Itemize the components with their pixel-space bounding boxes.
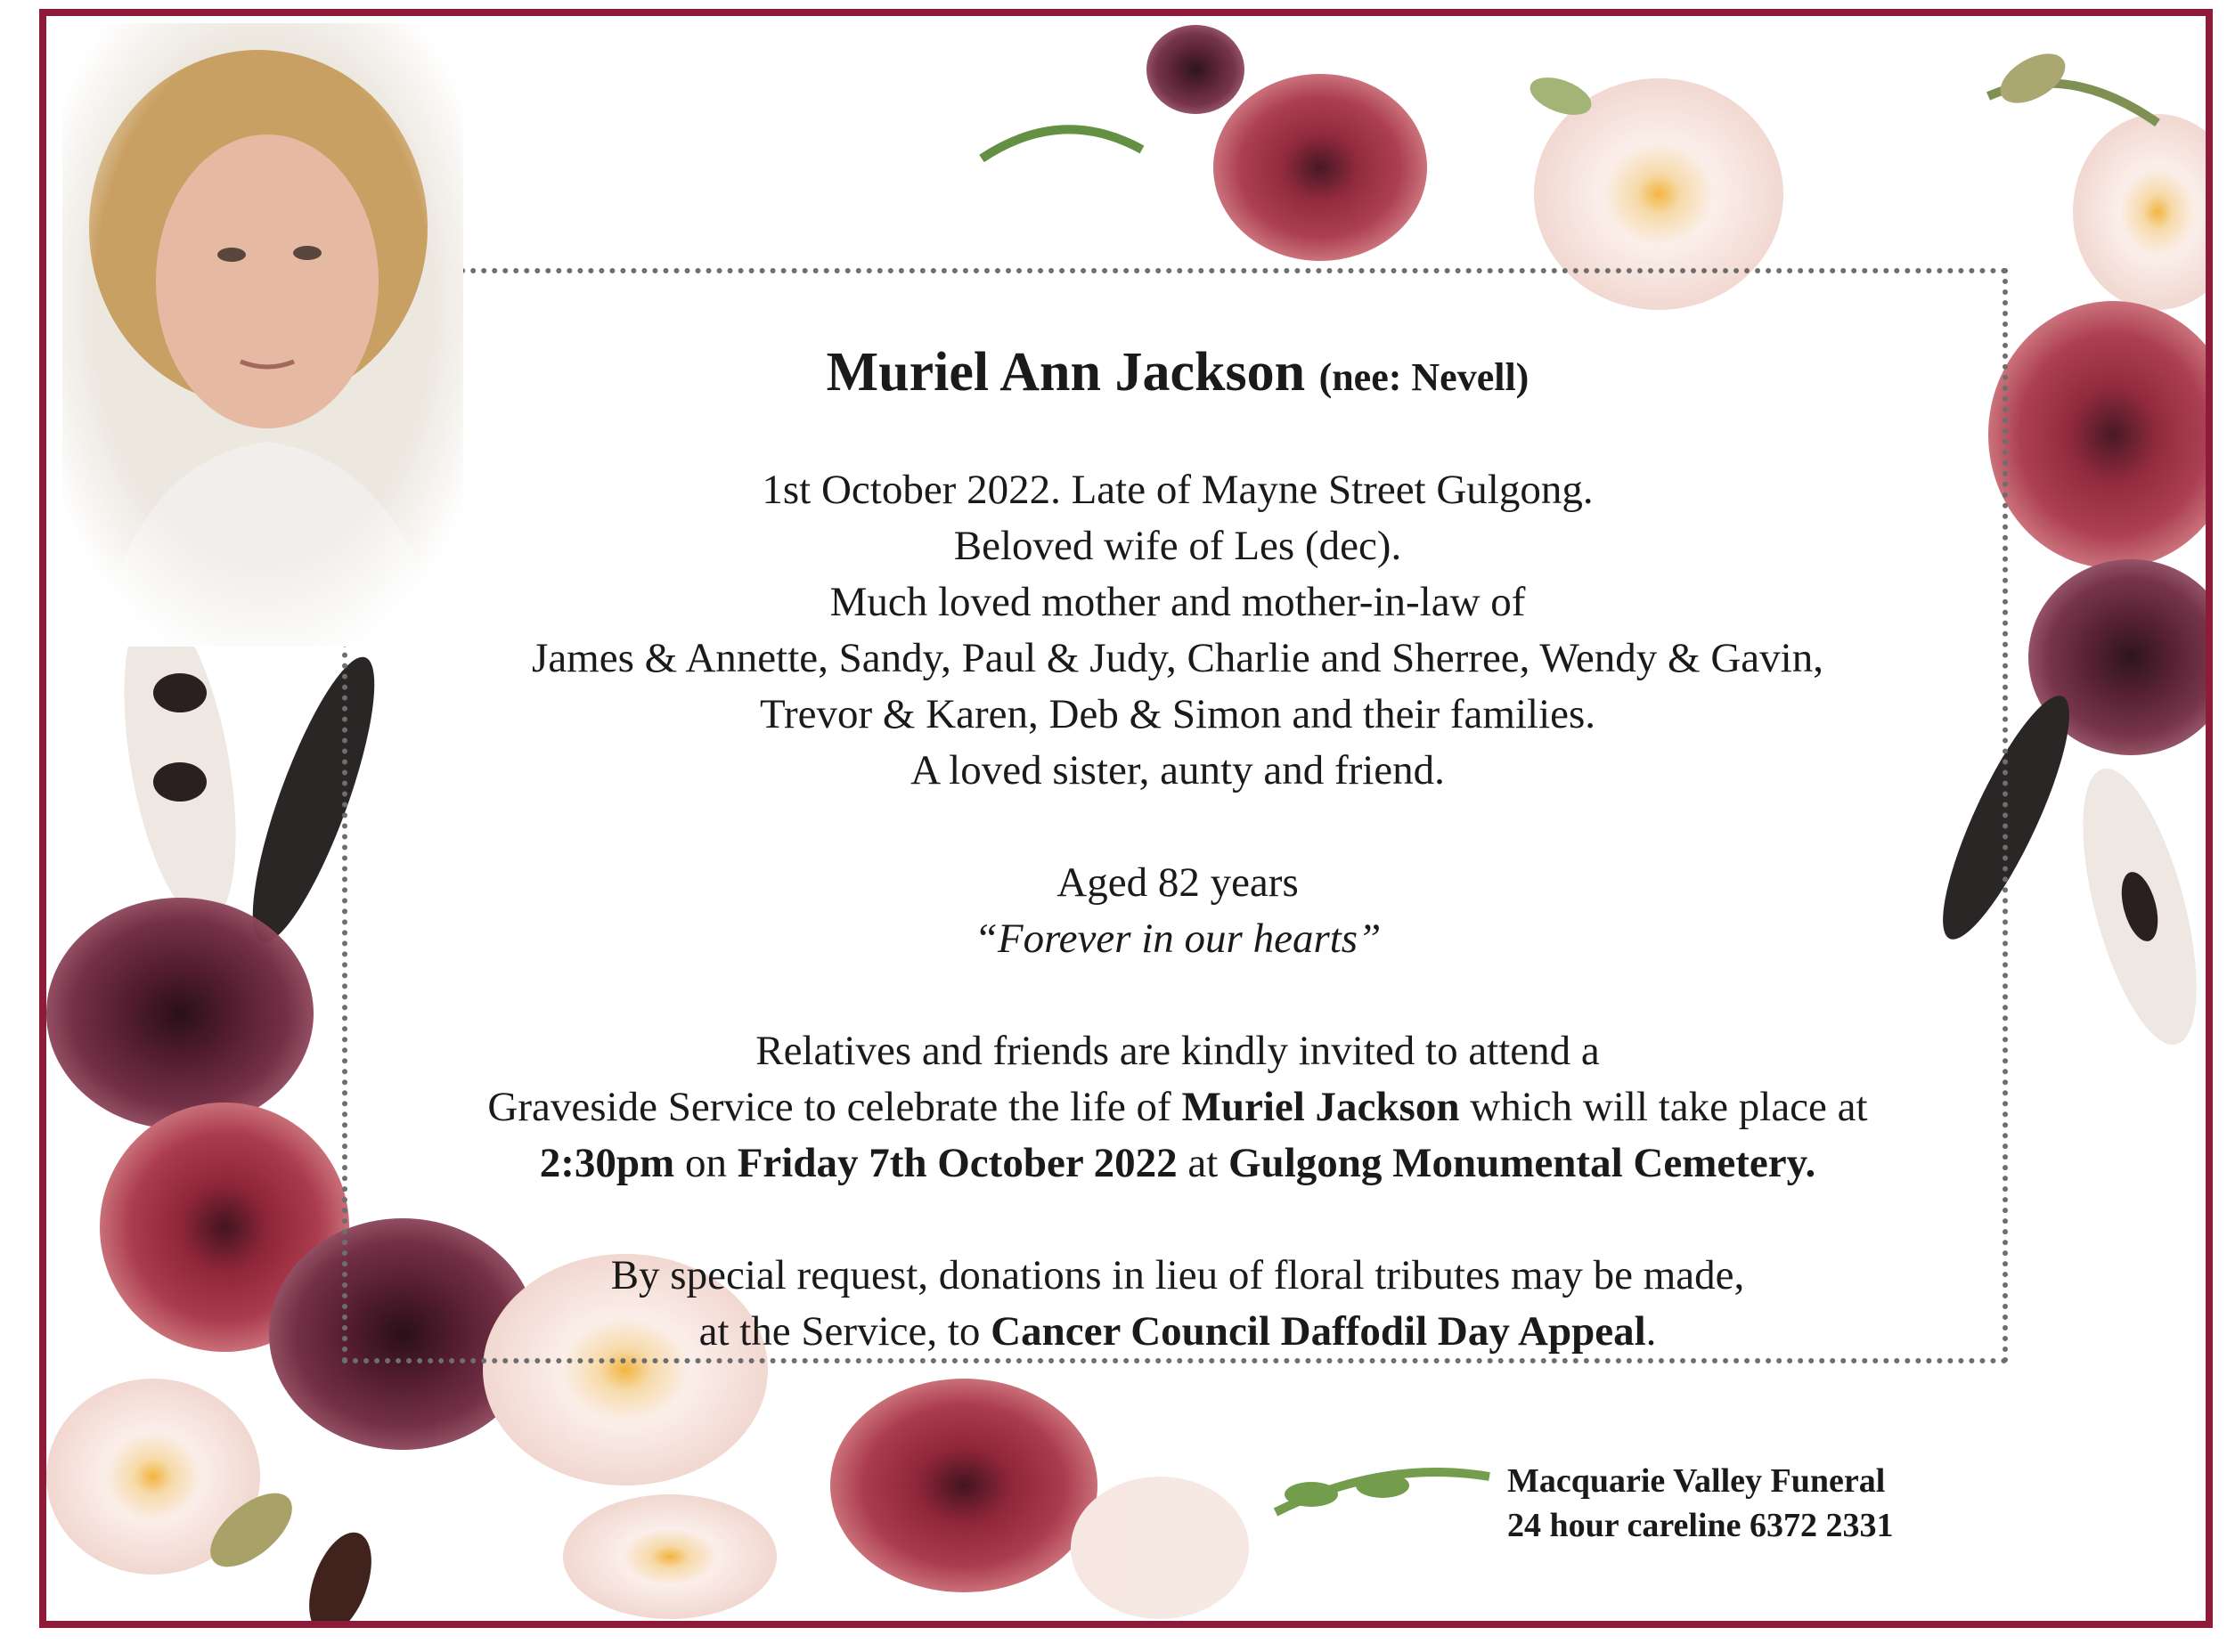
service-details: Graveside Service to celebrate the life of Muriel Jackson which will take place at xyxy=(487,1084,1868,1130)
deceased-name xyxy=(349,337,2006,413)
careline-number: 24 hour careline 6372 2331 xyxy=(1507,1507,1894,1544)
service-date: Friday 7th October 2022 xyxy=(737,1140,1178,1186)
funeral-home-name: Macquarie Valley Funeral xyxy=(1507,1462,1886,1500)
notice-line: A loved sister, aunty and friend. xyxy=(910,747,1445,793)
age-line: Aged 82 years xyxy=(1056,859,1299,906)
service-name: Muriel Jackson xyxy=(1181,1084,1460,1130)
notice-line: Beloved wife of Les (dec). xyxy=(953,523,1402,569)
notice-line: James & Annette, Sandy, Paul & Judy, Charlie and Sherree, Wendy & Gavin, xyxy=(532,635,1823,681)
notice-line: Much loved mother and mother-in-law of xyxy=(829,579,1526,625)
maiden-name: (nee: Nevell) xyxy=(1318,355,1530,399)
service-location: Gulgong Monumental Cemetery. xyxy=(1228,1140,1816,1186)
notice-line: 1st October 2022. Late of Mayne Street Gulgong. xyxy=(762,467,1594,513)
tribute-quote: “Forever in our hearts” xyxy=(974,916,1382,962)
funeral-home-info xyxy=(1507,1459,1893,1548)
notice-line: Trevor & Karen, Deb & Simon and their families. xyxy=(759,691,1596,737)
notice-text xyxy=(349,337,2006,1360)
charity-name: Cancer Council Daffodil Day Appeal xyxy=(991,1308,1646,1355)
full-name: Muriel Ann Jackson xyxy=(826,342,1306,403)
service-time: 2:30pm xyxy=(539,1140,675,1186)
donation-charity-line: at the Service, to Cancer Council Daffodil Day Appeal. xyxy=(698,1308,1657,1355)
notice-frame xyxy=(39,9,2213,1628)
service-invite: Relatives and friends are kindly invited to attend a xyxy=(755,1028,1600,1074)
service-datetime: 2:30pm on Friday 7th October 2022 at Gulgong Monumental Cemetery. xyxy=(539,1140,1816,1186)
donation-line: By special request, donations in lieu of floral tributes may be made, xyxy=(610,1252,1745,1298)
